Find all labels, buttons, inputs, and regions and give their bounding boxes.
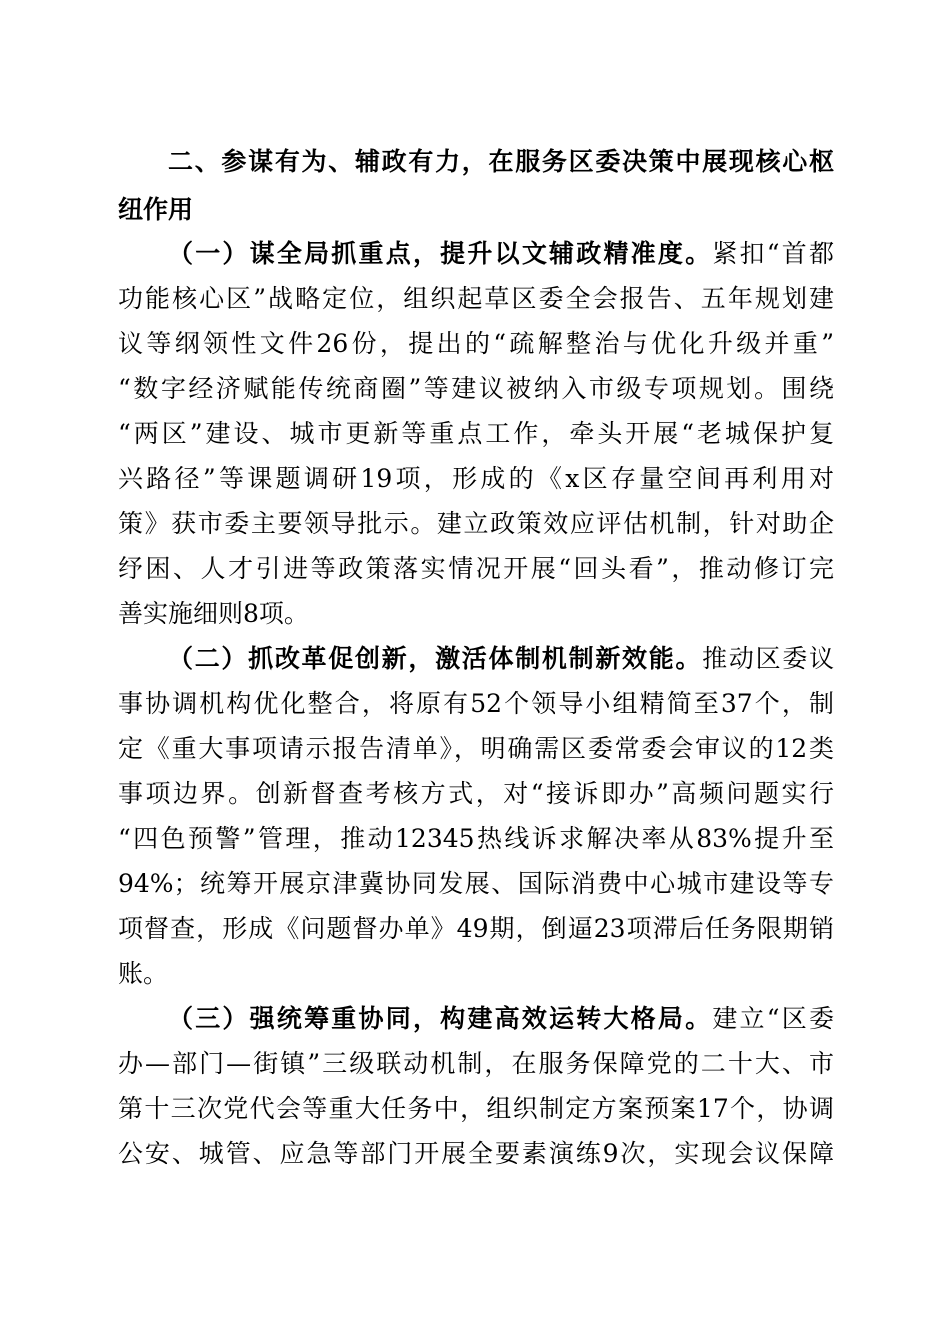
section-heading-line-1: 二、参谋有为、辅政有力，在服务区委决策中展现核心枢 xyxy=(168,147,834,176)
paragraph-1-line-7: 策》获市委主要领导批示。建立政策效应评估机制，针对助企 xyxy=(118,509,834,538)
paragraph-1-lead: （一）谋全局抓重点，提升以文辅政精准度。 xyxy=(168,239,713,268)
paragraph-1-line-6: 兴路径”等课题调研19项，形成的《x区存量空间再利用对 xyxy=(118,464,834,493)
paragraph-3-lead: （三）强统筹重协同，构建高效运转大格局。 xyxy=(168,1004,713,1033)
paragraph-2-line-1 xyxy=(168,643,834,675)
paragraph-2-line-2: 事协调机构优化整合，将原有52个领导小组精简至37个，制 xyxy=(118,689,834,718)
paragraph-2-text: 推动区委议 xyxy=(702,644,834,673)
paragraph-1-line-5: “两区”建设、城市更新等重点工作，牵头开展“老城保护复 xyxy=(118,419,834,448)
paragraph-2-line-4: 事项边界。创新督查考核方式，对“接诉即办”高频问题实行 xyxy=(118,779,834,808)
paragraph-3-text: 建立“区委 xyxy=(712,1004,834,1033)
paragraph-2-line-6: 94%；统筹开展京津冀协同发展、国际消费中心城市建设等专 xyxy=(118,869,834,898)
paragraph-2-lead: （二）抓改革促创新，激活体制机制新效能。 xyxy=(168,644,703,673)
paragraph-3-line-2: 办—部门—街镇”三级联动机制，在服务保障党的二十大、市 xyxy=(118,1049,834,1078)
paragraph-3-line-4: 公安、城管、应急等部门开展全要素演练9次，实现会议保障 xyxy=(118,1139,834,1168)
paragraph-3-line-3: 第十三次党代会等重大任务中，组织制定方案预案17个，协调 xyxy=(118,1094,834,1123)
section-heading-line-2: 纽作用 xyxy=(118,195,194,224)
paragraph-2-line-5: “四色预警”管理，推动12345热线诉求解决率从83%提升至 xyxy=(118,824,834,853)
paragraph-1-line-3: 议等纲领性文件26份，提出的“疏解整治与优化升级并重” xyxy=(118,329,834,358)
paragraph-1-line-8: 纾困、人才引进等政策落实情况开展“回头看”，推动修订完 xyxy=(118,554,834,583)
paragraph-2-line-8: 账。 xyxy=(118,959,169,988)
paragraph-2-line-7: 项督查，形成《问题督办单》49期，倒逼23项滞后任务限期销 xyxy=(118,914,834,943)
paragraph-1-line-9: 善实施细则8项。 xyxy=(118,599,309,628)
paragraph-1-line-2: 功能核心区”战略定位，组织起草区委全会报告、五年规划建 xyxy=(118,284,834,313)
paragraph-2-line-3: 定《重大事项请示报告清单》，明确需区委常委会审议的12类 xyxy=(118,734,834,763)
paragraph-1-line-4: “数字经济赋能传统商圈”等建议被纳入市级专项规划。围绕 xyxy=(118,374,834,403)
paragraph-1-text: 紧扣“首都 xyxy=(712,239,834,268)
paragraph-1-line-1 xyxy=(168,238,834,270)
paragraph-3-line-1 xyxy=(168,1003,834,1035)
